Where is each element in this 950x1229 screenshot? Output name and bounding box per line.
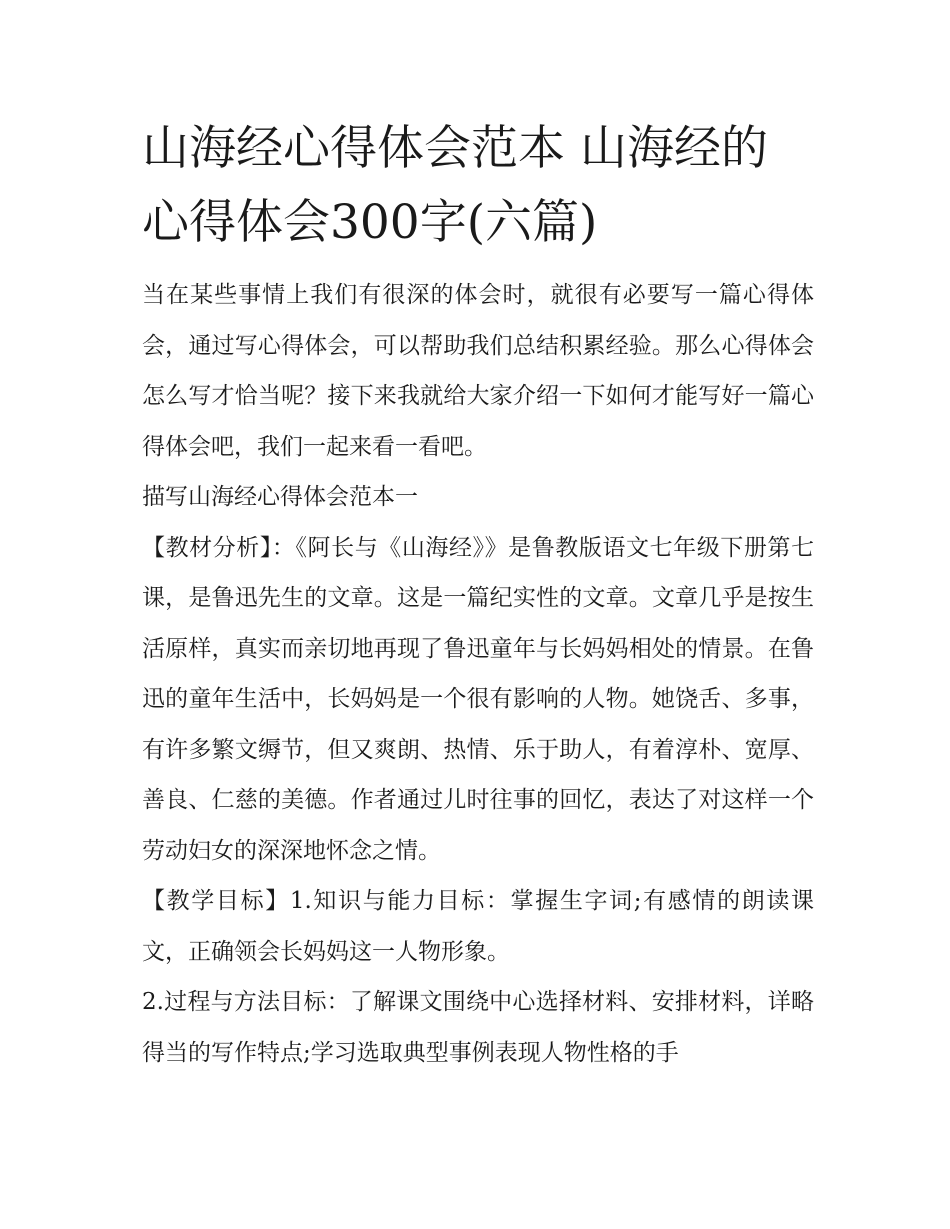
teaching-goal-paragraph: 【教学目标】1.知识与能力目标：掌握生字词;有感情的朗读课文，正确领会长妈妈这一人物形象。 [142, 888, 814, 965]
document-title: 山海经心得体会范本 山海经的心得体会300字(六篇) [142, 121, 768, 250]
document-page [142, 112, 814, 1078]
process-method-paragraph: 2.过程与方法目标：了解课文围绕中心选择材料、安排材料，详略得当的写作特点;学习选取典型事例表现人物性格的手 [142, 989, 814, 1066]
intro-paragraph: 当在某些事情上我们有很深的体会时，就很有必要写一篇心得体会，通过写心得体会，可以帮助我们总结积累经验。那么心得体会怎么写才恰当呢？接下来我就给大家介绍一下如何才能写好一篇心得体会吧，我们一起来看一看吧。 [142, 282, 814, 460]
section-heading: 描写山海经心得体会范本一 [142, 484, 418, 510]
textbook-analysis-paragraph: 【教材分析】：《阿长与《山海经》》是鲁教版语文七年级下册第七课，是鲁迅先生的文章。这是一篇纪实性的文章。文章几乎是按生活原样，真实而亲切地再现了鲁迅童年与长妈妈相处的情景。在鲁迅的童年生活中，长妈妈是一个很有影响的人物。她饶舌、多事，有许多繁文缛节，但又爽朗、热情、乐于助人，有着淳朴、宽厚、善良、仁慈的美德。作者通过儿时往事的回忆，表达了对这样一个劳动妇女的深深地怀念之情。 [142, 534, 814, 864]
